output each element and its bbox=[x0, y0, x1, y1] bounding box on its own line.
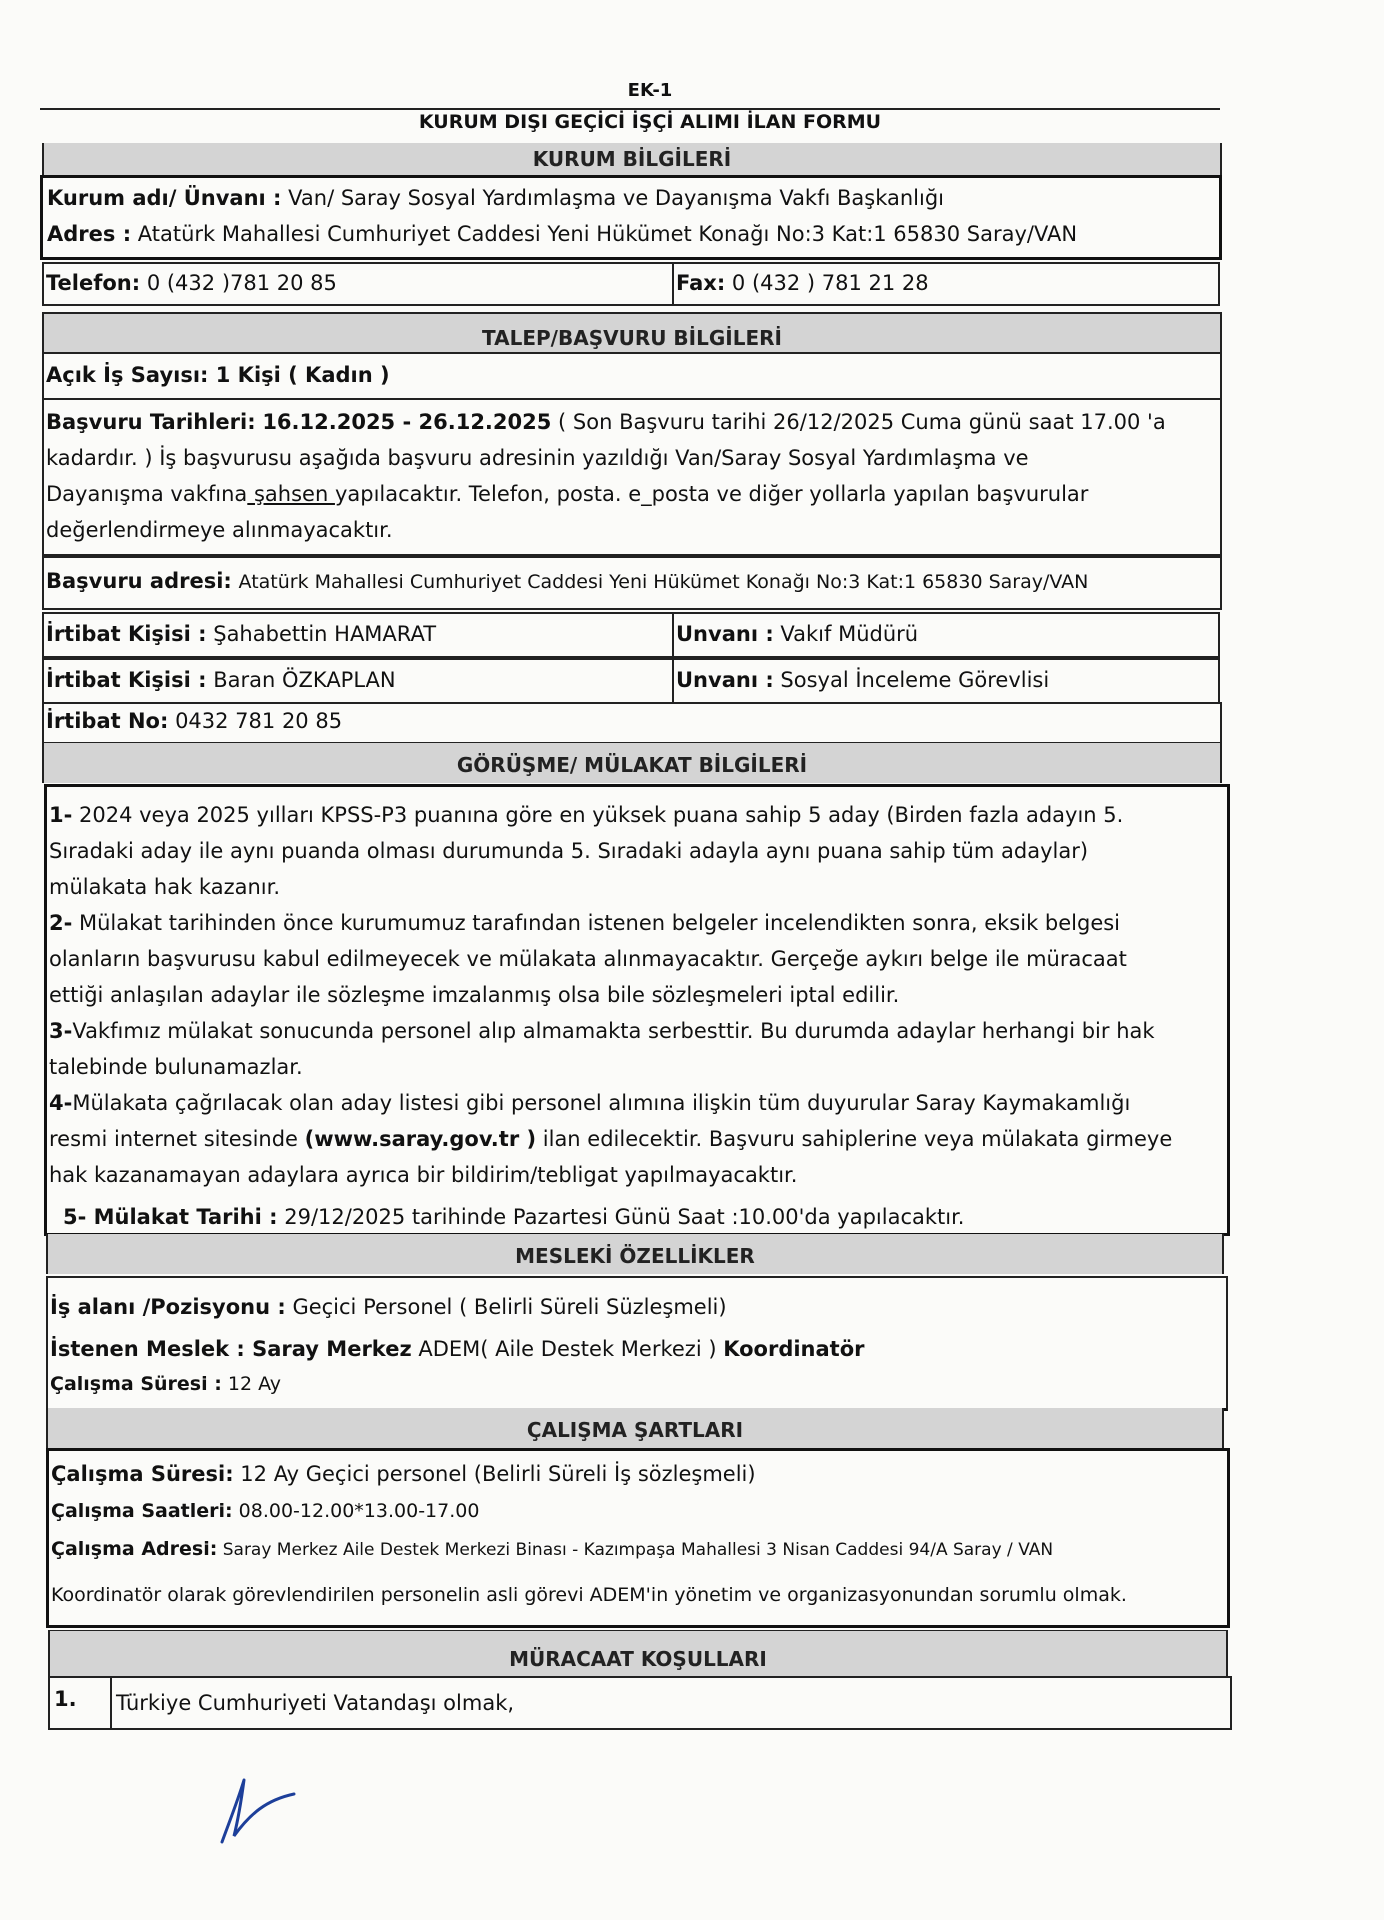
contact-phone-cell bbox=[42, 702, 1222, 744]
header-rule bbox=[40, 108, 1220, 110]
work-duration-label: Çalışma Süresi: bbox=[51, 1462, 234, 1486]
dates-note-2: kadardır. ) İş başvurusu aşağıda başvuru adresinin yazıldığı Van/Saray Sosyal Yardımlaşma ve bbox=[46, 446, 1029, 470]
apply-address-label: Başvuru adresi: bbox=[46, 569, 232, 593]
muracaat-item1-num-cell bbox=[48, 1676, 112, 1730]
title1-cell bbox=[672, 612, 1220, 658]
work-address-label: Çalışma Adresi: bbox=[51, 1538, 218, 1560]
mulakat-item2-l2: olanların başvurusu kabul edilmeyecek ve mülakata alınmayacaktır. Gerçeğe aykırı belge ile müracaat bbox=[49, 947, 1127, 971]
handwritten-signature-icon bbox=[210, 1770, 310, 1854]
mulakat-date-label: 5- Mülakat Tarihi : bbox=[63, 1205, 278, 1229]
duty-text: Koordinatör olarak görevlendirilen personelin asli görevi ADEM'in yönetim ve organizasyonundan sorumlu olmak. bbox=[51, 1584, 1127, 1606]
sartlar-box bbox=[46, 1448, 1230, 1628]
work-address-value: Saray Merkez Aile Destek Merkezi Binası - Kazımpaşa Mahallesi 3 Nisan Caddesi 94/A Saray / VAN bbox=[217, 1540, 1054, 1560]
dates-label: Başvuru Tarihleri: bbox=[46, 410, 256, 434]
kurum-info-box bbox=[40, 175, 1222, 260]
contact1-cell bbox=[42, 612, 674, 658]
annex-label: EK-1 bbox=[627, 80, 673, 101]
work-hours-label: Çalışma Saatleri: bbox=[51, 1500, 233, 1522]
open-jobs: Açık İş Sayısı: 1 Kişi ( Kadın ) bbox=[46, 363, 390, 387]
dates-text bbox=[46, 404, 1216, 548]
position-value: Geçici Personel ( Belirli Süreli Süzleşmeli) bbox=[285, 1295, 727, 1319]
section-sartlar-header: ÇALIŞMA ŞARTLARI bbox=[46, 1408, 1224, 1448]
mulakat-item2-l1: Mülakat tarihinden önce kurumumuz tarafından istenen belgeler incelendikten sonra, eksik belgesi bbox=[72, 911, 1121, 935]
mulakat-item3-l2: talebinde bulunamazlar. bbox=[49, 1055, 303, 1079]
meslek-box bbox=[46, 1276, 1228, 1411]
section-mulakat-header: GÖRÜŞME/ MÜLAKAT BİLGİLERİ bbox=[42, 742, 1222, 783]
profession-location: Saray Merkez bbox=[252, 1337, 412, 1361]
kurum-name-label: Kurum adı/ Ünvanı : bbox=[47, 186, 282, 210]
meslek-duration-value: 12 Ay bbox=[221, 1373, 282, 1395]
title1-label: Unvanı : bbox=[676, 622, 774, 646]
mulakat-item1-l1: 2024 veya 2025 yılları KPSS-P3 puanına göre en yüksek puana sahip 5 aday (Birden fazla adayın 5. bbox=[72, 803, 1124, 827]
form-title: KURUM DIŞI GEÇİCİ İŞÇİ ALIMI İLAN FORMU bbox=[418, 111, 882, 133]
mulakat-item4-l3: hak kazanamayan adaylara ayrıca bir bildirim/tebligat yapılmayacaktır. bbox=[49, 1163, 798, 1187]
position-label: İş alanı /Pozisyonu : bbox=[50, 1295, 286, 1319]
contact2-label: İrtibat Kişisi : bbox=[46, 668, 207, 692]
kurum-phone-label: Telefon: bbox=[46, 271, 141, 295]
mulakat-item4-l1: Mülakata çağrılacak olan aday listesi gibi personel alımına ilişkin tüm duyurular Saray Kaymakamlığı bbox=[72, 1091, 1131, 1115]
kurum-phone-cell bbox=[42, 262, 674, 306]
mulakat-item2-l3: ettiği anlaşılan adaylar ile sözleşme imzalanmış olsa bile sözleşmeleri iptal edilir. bbox=[49, 983, 900, 1007]
mulakat-item4-num: 4- bbox=[49, 1091, 73, 1115]
mulakat-date-value: 29/12/2025 tarihinde Pazartesi Günü Saat :10.00'da yapılacaktır. bbox=[277, 1205, 965, 1229]
mulakat-box bbox=[44, 784, 1230, 1236]
section-talep-header: TALEP/BAŞVURU BİLGİLERİ bbox=[42, 312, 1222, 354]
dates-note-3a: Dayanışma vakfına bbox=[46, 482, 248, 506]
section-muracaat-header: MÜRACAAT KOŞULLARI bbox=[48, 1630, 1228, 1677]
dates-note-4: değerlendirmeye alınmayacaktır. bbox=[46, 518, 393, 542]
muracaat-item1-text: Türkiye Cumhuriyeti Vatandaşı olmak, bbox=[116, 1691, 515, 1715]
muracaat-item1-text-cell bbox=[110, 1676, 1232, 1730]
mulakat-item3-l1: Vakfımız mülakat sonucunda personel alıp almamakta serbesttir. Bu durumda adaylar herhangi bir hak bbox=[72, 1019, 1155, 1043]
kurum-fax-label: Fax: bbox=[676, 271, 726, 295]
muracaat-item1-num: 1. bbox=[54, 1687, 77, 1711]
contact2-cell bbox=[42, 658, 674, 704]
section-kurum-header: KURUM BİLGİLERİ bbox=[42, 143, 1222, 175]
kurum-address-row bbox=[47, 217, 1077, 252]
meslek-duration-label: Çalışma Süresi : bbox=[50, 1373, 222, 1395]
kurum-fax-cell bbox=[672, 262, 1220, 306]
mulakat-item4-l2a: resmi internet sitesinde bbox=[49, 1127, 305, 1151]
title2-label: Unvanı : bbox=[676, 668, 774, 692]
dates-value: 16.12.2025 - 26.12.2025 bbox=[262, 410, 552, 434]
profession-label: İstenen Meslek : bbox=[50, 1337, 253, 1361]
title2-cell bbox=[672, 658, 1220, 704]
title2-value: Sosyal İnceleme Görevlisi bbox=[780, 668, 1050, 692]
mulakat-item1-l2: Sıradaki aday ile aynı puanda olması durumunda 5. Sıradaki adayla aynı puana sahip tüm adaylar) bbox=[49, 839, 1089, 863]
work-hours-value: 08.00-12.00*13.00-17.00 bbox=[232, 1500, 480, 1522]
kurum-address-value: Atatürk Mahallesi Cumhuriyet Caddesi Yeni Hükümet Konağı No:3 Kat:1 65830 Saray/VAN bbox=[137, 222, 1078, 246]
kurum-phone-value: 0 (432 )781 20 85 bbox=[146, 271, 337, 295]
mulakat-item3-num: 3- bbox=[49, 1019, 73, 1043]
dates-note-3b: şahsen bbox=[247, 482, 335, 506]
mulakat-item2-num: 2- bbox=[49, 911, 73, 935]
mulakat-item4-l2c: ilan edilecektir. Başvuru sahiplerine veya mülakata girmeye bbox=[536, 1127, 1173, 1151]
dates-note-1: ( Son Başvuru tarihi 26/12/2025 Cuma günü saat 17.00 'a bbox=[558, 410, 1166, 434]
contact-phone-label: İrtibat No: bbox=[46, 709, 169, 733]
section-meslek-header: MESLEKİ ÖZELLİKLER bbox=[46, 1234, 1224, 1274]
dates-cell bbox=[42, 398, 1222, 556]
title1-value: Vakıf Müdürü bbox=[780, 622, 919, 646]
contact1-label: İrtibat Kişisi : bbox=[46, 622, 207, 646]
contact-phone-value: 0432 781 20 85 bbox=[175, 709, 343, 733]
mulakat-item1-num: 1- bbox=[49, 803, 73, 827]
kurum-name-row bbox=[47, 181, 944, 216]
mulakat-website: (www.saray.gov.tr ) bbox=[304, 1127, 537, 1151]
contact1-value: Şahabettin HAMARAT bbox=[213, 622, 437, 646]
profession-role: Koordinatör bbox=[723, 1337, 865, 1361]
open-jobs-cell bbox=[42, 352, 1222, 400]
profession-mid: ADEM( Aile Destek Merkezi ) bbox=[411, 1337, 724, 1361]
contact2-value: Baran ÖZKAPLAN bbox=[213, 668, 396, 692]
mulakat-item1-l3: mülakata hak kazanır. bbox=[49, 875, 280, 899]
kurum-name-value: Van/ Saray Sosyal Yardımlaşma ve Dayanışma Vakfı Başkanlığı bbox=[288, 186, 945, 210]
work-duration-value: 12 Ay Geçici personel (Belirli Süreli İş sözleşmeli) bbox=[233, 1462, 756, 1486]
dates-note-3c: yapılacaktır. Telefon, posta. e_posta ve diğer yollarla yapılan başvurular bbox=[334, 482, 1089, 506]
kurum-address-label: Adres : bbox=[47, 222, 132, 246]
apply-address-value: Atatürk Mahallesi Cumhuriyet Caddesi Yeni Hükümet Konağı No:3 Kat:1 65830 Saray/VAN bbox=[238, 571, 1089, 593]
apply-address-cell bbox=[42, 556, 1222, 610]
kurum-fax-value: 0 (432 ) 781 21 28 bbox=[731, 271, 929, 295]
